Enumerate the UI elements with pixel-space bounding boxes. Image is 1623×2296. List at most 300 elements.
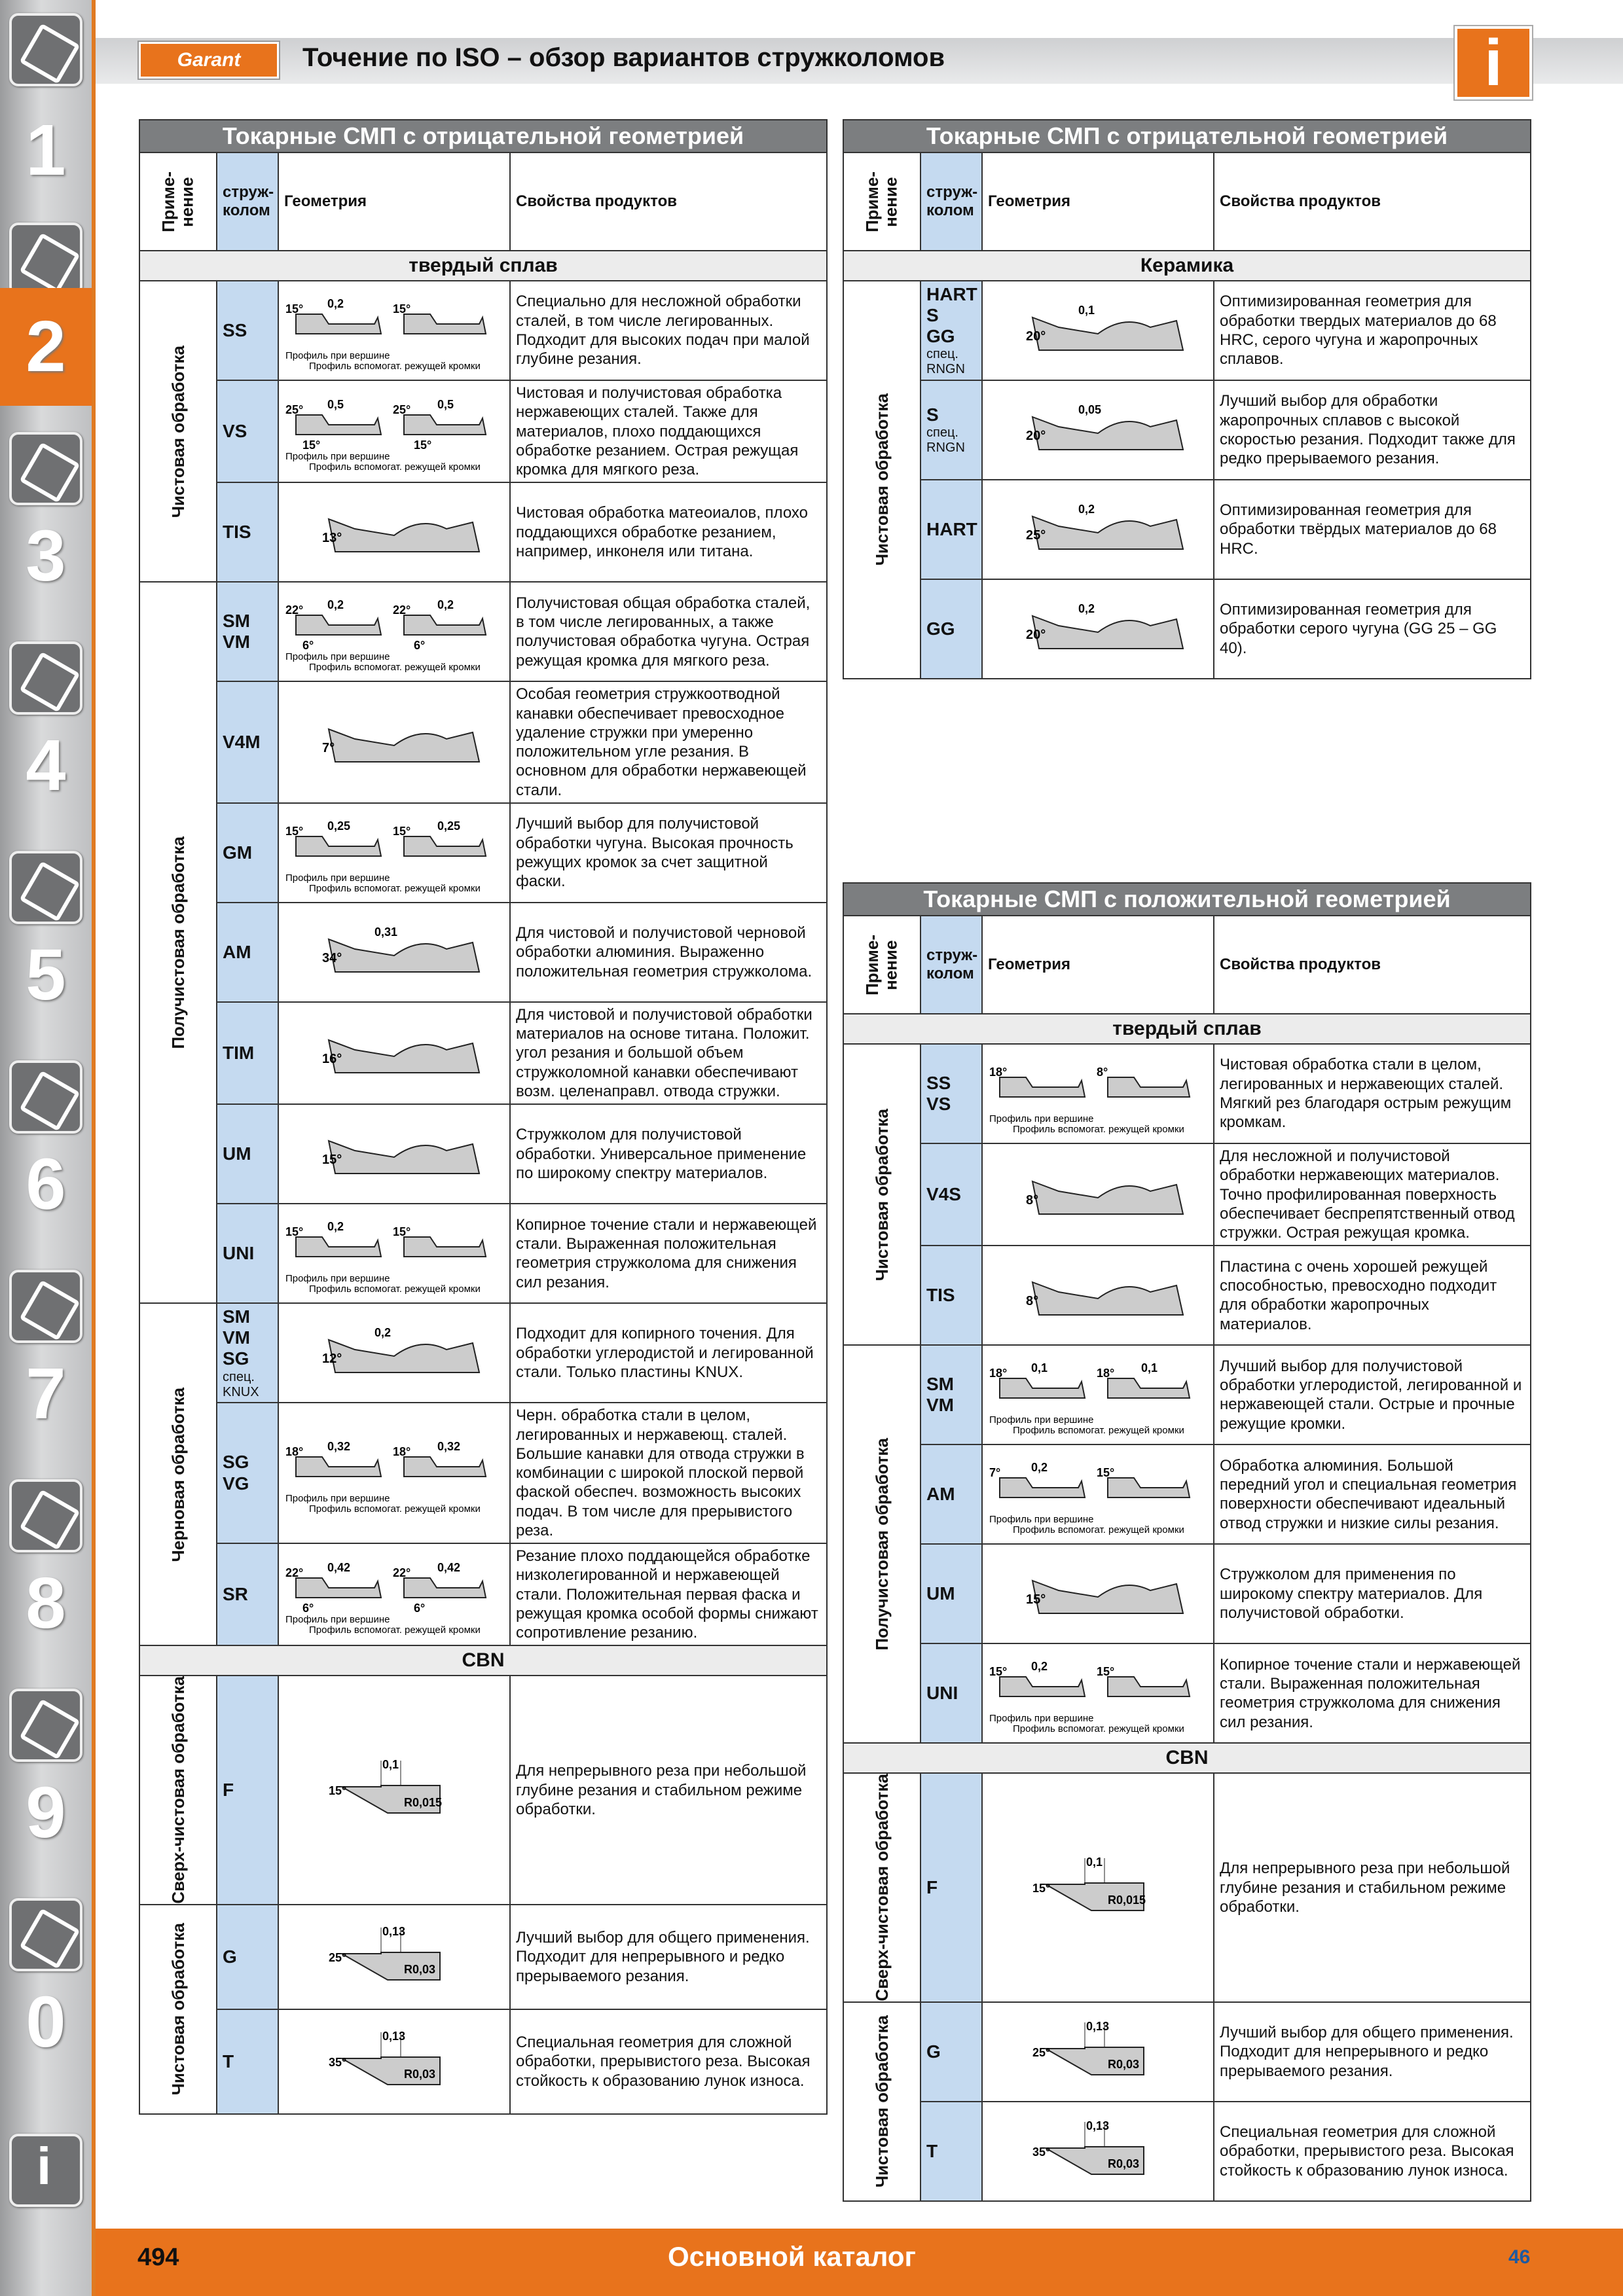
geometry-cell — [982, 1444, 1214, 1544]
table-positive-carbide-cbn — [843, 882, 1531, 2202]
chapter-7-icon[interactable] — [9, 1270, 82, 1343]
geometry-label: 6° — [414, 1602, 426, 1615]
geometry-label: 18° — [989, 1367, 1008, 1380]
application-group: Чистовая обработка — [843, 281, 921, 679]
chipbreaker-code: UM — [921, 1544, 982, 1643]
chipbreaker-geometry — [282, 288, 507, 373]
table-negative-carbide-cbn — [139, 119, 828, 2115]
table-row — [843, 480, 1531, 579]
application-group: Чистовая обработка — [139, 1905, 217, 2114]
chipbreaker-code: SM VM — [921, 1345, 982, 1444]
table-row — [139, 1303, 827, 1403]
geometry-label: 0,2 — [1078, 602, 1095, 615]
geometry-label: R0,015 — [404, 1796, 443, 1810]
header-application: Приме- нение — [139, 152, 217, 251]
geometry-label: 0,42 — [327, 1561, 351, 1575]
chipbreaker-geometry — [985, 1452, 1211, 1537]
geometry-label: 0,2 — [1031, 1461, 1048, 1475]
chipbreaker-geometry — [282, 2019, 507, 2104]
geometry-label: 0,1 — [1031, 1361, 1048, 1375]
chapter-tab-6[interactable]: 6 — [26, 1144, 66, 1225]
chapter-tab-0[interactable]: 0 — [26, 1982, 66, 2062]
chipbreaker-geometry — [282, 1552, 507, 1637]
chapter-0-icon[interactable] — [9, 1898, 82, 1971]
chapter-tab-3[interactable]: 3 — [26, 516, 66, 596]
table-header-row — [139, 152, 827, 251]
geometry-cell — [982, 281, 1214, 380]
table-header-row — [843, 152, 1531, 251]
application-group: Сверх-чистовая обработка — [139, 1676, 217, 1905]
table-row — [843, 2002, 1531, 2102]
profile-aux-label: Профиль вспомогат. режущей кромки — [1013, 1524, 1184, 1536]
table-row — [139, 380, 827, 482]
geometry-label: 0,2 — [374, 1326, 392, 1340]
chapter-tab-5[interactable]: 5 — [26, 935, 66, 1015]
chipbreaker-code: G — [921, 2002, 982, 2102]
product-properties: Чистовая обработка матеоиалов, плохо поддающихся обработке резанием, например, инконеля или титана. — [510, 482, 827, 582]
geometry-cell — [982, 1544, 1214, 1643]
chapter-tab-1[interactable]: 1 — [26, 110, 66, 190]
geometry-cell — [982, 2102, 1214, 2201]
table-row — [139, 281, 827, 380]
table-row — [843, 1444, 1531, 1544]
header-chipbreaker: струж- колом — [921, 152, 982, 251]
product-properties: Для чистовой и получистовой обработки материалов на основе титана. Положит. угол резания и большой объем стружколомной канавки обеспечивают возм. целенаправл. отвода стружки. — [510, 1002, 827, 1104]
table-row — [843, 1345, 1531, 1444]
geometry-label: 25° — [1032, 2045, 1051, 2059]
chapter-info-label: i — [37, 2137, 52, 2195]
geometry-label: 16° — [322, 1052, 342, 1067]
section-label: твердый сплав — [139, 251, 827, 281]
geometry-cell — [982, 1773, 1214, 2002]
geometry-cell — [278, 1303, 510, 1403]
section-row — [843, 251, 1531, 281]
profile-tip-label: Профиль при вершине — [989, 1514, 1094, 1526]
profile-aux-label: Профиль вспомогат. режущей кромки — [309, 662, 481, 673]
table-title: Токарные СМП с отрицательной геометрией — [843, 120, 1531, 152]
product-properties: Пластина с очень хорошей режущей способностью, превосходно подходит для обработки жаропрочных материалов. — [1214, 1246, 1531, 1345]
profile-tip-label: Профиль при вершине — [989, 1414, 1094, 1426]
chipbreaker-code: UNI — [217, 1204, 278, 1303]
chipbreaker-code: TIS — [217, 482, 278, 582]
geometry-label: 22° — [393, 1566, 411, 1580]
chapter-4-icon[interactable] — [9, 641, 82, 715]
geometry-label: 6° — [302, 1602, 314, 1615]
table-negative-ceramic — [843, 119, 1531, 679]
chipbreaker-code: UNI — [921, 1643, 982, 1743]
product-properties: Для несложной и получистовой обработки нержавеющих материалов. Точно профилированная поверхность обеспечивает беспрепятственный отвод стружки. Острая режущая кромка. — [1214, 1143, 1531, 1246]
product-properties: Для непрерывного реза при небольшой глубине резания и стабильном режиме обработки. — [1214, 1773, 1531, 2002]
geometry-cell — [278, 1403, 510, 1543]
chapter-2-icon[interactable] — [9, 223, 82, 296]
geometry-label: R0,03 — [404, 1963, 436, 1977]
page-title: Точение по ISO – обзор вариантов стружколомов — [302, 43, 945, 72]
application-group: Чистовая обработка — [139, 281, 217, 582]
product-properties: Лучший выбор для получистовой обработки чугуна. Высокая прочность режущих кромок за счет защитной фаски. — [510, 803, 827, 903]
geometry-cell — [278, 380, 510, 482]
geometry-label: 0,2 — [327, 297, 344, 310]
chipbreaker-code: T — [217, 2009, 278, 2114]
chipbreaker-code: UM — [217, 1104, 278, 1204]
chapter-tab-7[interactable]: 7 — [26, 1354, 66, 1434]
table-row — [139, 1002, 827, 1104]
profile-tip-label: Профиль при вершине — [285, 451, 390, 463]
geometry-label: 0,13 — [382, 1925, 406, 1939]
product-properties: Получистовая общая обработка сталей, в том числе легированных, а также получистовая обработка чугуна. Острая режущая кромка для мягкого реза. — [510, 582, 827, 681]
profile-aux-label: Профиль вспомогат. режущей кромки — [309, 1624, 481, 1636]
geometry-label: 0,5 — [327, 398, 344, 412]
geometry-label: 0,2 — [327, 1220, 344, 1234]
geometry-label: R0,015 — [1108, 1893, 1146, 1907]
table-row — [843, 1044, 1531, 1143]
geometry-label: 25° — [285, 403, 304, 417]
geometry-cell — [982, 1246, 1214, 1345]
chipbreaker-code: HART — [921, 480, 982, 579]
chipbreaker-code: T — [921, 2102, 982, 2201]
chipbreaker-geometry — [985, 487, 1211, 572]
table-row — [843, 2102, 1531, 2201]
geometry-label: 0,05 — [1078, 403, 1102, 416]
geometry-label: 0,25 — [437, 819, 461, 833]
geometry-label: 15° — [1097, 1665, 1115, 1679]
geometry-label: 15° — [989, 1665, 1008, 1679]
geometry-label: 35° — [329, 2056, 347, 2070]
chapter-info-icon[interactable] — [9, 2134, 82, 2207]
table-title-row — [843, 883, 1531, 916]
table-row — [843, 1544, 1531, 1643]
profile-aux-label: Профиль вспомогат. режущей кромки — [309, 882, 481, 894]
application-group: Чистовая обработка — [843, 2002, 921, 2201]
chipbreaker-code: V4M — [217, 681, 278, 803]
table-row — [843, 281, 1531, 380]
table-row — [843, 1143, 1531, 1246]
table-row — [139, 482, 827, 582]
chapter-tab-9[interactable]: 9 — [26, 1772, 66, 1853]
geometry-label: 15° — [285, 302, 304, 315]
product-properties: Лучший выбор для общего применения. Подходит для непрерывного и редко прерываемого резания. — [510, 1905, 827, 2009]
product-properties: Обработка алюминия. Большой передний угол и специальная геометрия поверхности обеспечивают идеальный отвод стружки и низкие силы резания. — [1214, 1444, 1531, 1544]
geometry-label: 15° — [1097, 1466, 1115, 1480]
chipbreaker-geometry — [985, 288, 1211, 373]
geometry-cell — [278, 803, 510, 903]
chipbreaker-geometry — [282, 1748, 507, 1833]
geometry-label: 15° — [322, 1153, 342, 1168]
section-number: 46 — [1508, 2246, 1531, 2268]
chapter-tab-4[interactable]: 4 — [26, 725, 66, 806]
application-group: Сверх-чистовая обработка — [843, 1773, 921, 2002]
geometry-label: 15° — [393, 824, 411, 838]
geometry-label: 8° — [1026, 1193, 1039, 1208]
geometry-label: 25° — [1026, 528, 1046, 543]
geometry-label: 15° — [1026, 1592, 1046, 1607]
geometry-label: 0,42 — [437, 1561, 461, 1575]
profile-aux-label: Профиль вспомогат. режущей кромки — [309, 461, 481, 473]
table-row — [139, 1543, 827, 1645]
chipbreaker-code: S спец. RNGN — [921, 380, 982, 480]
geometry-cell — [278, 482, 510, 582]
chipbreaker-geometry — [985, 2009, 1211, 2094]
geometry-label: 18° — [393, 1444, 411, 1458]
profile-tip-label: Профиль при вершине — [285, 1492, 390, 1504]
geometry-label: 0,13 — [1086, 2119, 1110, 2132]
chipbreaker-geometry — [282, 490, 507, 575]
profile-tip-label: Профиль при вершине — [989, 1113, 1094, 1124]
geometry-label: 25° — [393, 403, 411, 417]
geometry-label: 0,25 — [327, 819, 351, 833]
geometry-cell — [278, 681, 510, 803]
chipbreaker-code: AM — [921, 1444, 982, 1544]
chipbreaker-code: F — [217, 1676, 278, 1905]
geometry-label: 0,1 — [1078, 304, 1095, 317]
chipbreaker-code: G — [217, 1905, 278, 2009]
sidebar-divider — [92, 0, 96, 2296]
geometry-label: 0,31 — [374, 925, 398, 939]
geometry-label: 13° — [322, 531, 342, 546]
section-row — [843, 1014, 1531, 1044]
table-row — [139, 1204, 827, 1303]
geometry-cell — [278, 1905, 510, 2009]
chipbreaker-code: V4S — [921, 1143, 982, 1246]
geometry-cell — [278, 1543, 510, 1645]
chapter-6-icon[interactable] — [9, 1060, 82, 1134]
product-properties: Оптимизированная геометрия для обработки твёрдых материалов до 68 HRC. — [1214, 480, 1531, 579]
header-chipbreaker: струж- колом — [217, 152, 278, 251]
chipbreaker-geometry — [282, 389, 507, 474]
profile-tip-label: Профиль при вершине — [285, 1273, 390, 1285]
header-properties: Свойства продуктов — [1214, 916, 1531, 1014]
geometry-label: 22° — [393, 603, 411, 617]
chipbreaker-geometry — [985, 1352, 1211, 1437]
geometry-label: 18° — [989, 1066, 1008, 1079]
geometry-cell — [982, 1044, 1214, 1143]
profile-tip-label: Профиль при вершине — [989, 1713, 1094, 1725]
chipbreaker-geometry — [985, 1051, 1211, 1136]
geometry-cell — [278, 1104, 510, 1204]
section-label: Керамика — [843, 251, 1531, 281]
geometry-label: 0,2 — [1078, 503, 1095, 516]
profile-tip-label: Профиль при вершине — [285, 872, 390, 884]
chipbreaker-geometry — [985, 2109, 1211, 2194]
product-properties: Оптимизированная геометрия для обработки твердых материалов до 68 HRC, серого чугуна и жаропрочных сплавов. — [1214, 281, 1531, 380]
chipbreaker-code: VS — [217, 380, 278, 482]
chipbreaker-code: SR — [217, 1543, 278, 1645]
info-icon[interactable]: i — [1455, 26, 1532, 99]
profile-aux-label: Профиль вспомогат. режущей кромки — [309, 361, 481, 372]
geometry-label: 0,1 — [1141, 1361, 1158, 1375]
application-group: Чистовая обработка — [843, 1044, 921, 1345]
chipbreaker-geometry — [985, 1152, 1211, 1237]
chipbreaker-code: AM — [217, 903, 278, 1002]
geometry-cell — [278, 1204, 510, 1303]
geometry-label: 6° — [302, 639, 314, 653]
geometry-label: 15° — [1032, 1882, 1051, 1895]
geometry-label: 35° — [1032, 2145, 1051, 2159]
chipbreaker-code: SM VM — [217, 582, 278, 681]
profile-aux-label: Профиль вспомогат. режущей кромки — [309, 1283, 481, 1295]
product-properties: Лучший выбор для получистовой обработки углеродистой, легированной и нержавеющей стали. Острые и прочные режущие кромки. — [1214, 1345, 1531, 1444]
geometry-cell — [278, 1002, 510, 1104]
table-row — [139, 681, 827, 803]
chipbreaker-geometry — [282, 700, 507, 785]
geometry-cell — [982, 480, 1214, 579]
chipbreaker-code: SM VM SG спец. KNUX — [217, 1303, 278, 1403]
geometry-label: 15° — [393, 302, 411, 315]
product-properties: Чистовая и получистовая обработка нержавеющих сталей. Также для материалов, плохо поддающихся обработке резанием. Острая режущая кромка для мягкого реза. — [510, 380, 827, 482]
profile-aux-label: Профиль вспомогат. режущей кромки — [1013, 1723, 1184, 1735]
table-title: Токарные СМП с отрицательной геометрией — [139, 120, 827, 152]
product-properties: Лучший выбор для общего применения. Подходит для непрерывного и редко прерываемого резания. — [1214, 2002, 1531, 2102]
product-properties: Резание плохо поддающейся обработке низколегированной и нержавеющей стали. Положительная первая фаска и режущая кромка особой формы снижают сопротивление резанию. — [510, 1543, 827, 1645]
chapter-5-icon[interactable] — [9, 851, 82, 924]
geometry-label: 0,1 — [382, 1758, 399, 1772]
table-row — [843, 1643, 1531, 1743]
header-properties: Свойства продуктов — [510, 152, 827, 251]
table-row — [843, 1773, 1531, 2002]
chipbreaker-code: SS VS — [921, 1044, 982, 1143]
table-row — [843, 1246, 1531, 1345]
geometry-label: R0,03 — [1108, 2057, 1140, 2071]
product-properties: Лучший выбор для обработки жаропрочных сплавов с высокой скоростью резания. Подходит также для редко прерываемого резания. — [1214, 380, 1531, 480]
geometry-cell — [278, 903, 510, 1002]
table-row — [139, 2009, 827, 2114]
chipbreaker-code: SS — [217, 281, 278, 380]
geometry-label: 25° — [329, 1951, 347, 1965]
garant-logo: Garant — [139, 42, 279, 79]
table-row — [139, 1403, 827, 1543]
geometry-label: R0,03 — [1108, 2157, 1140, 2170]
table-title-row — [139, 120, 827, 152]
chipbreaker-geometry — [282, 910, 507, 995]
geometry-label: 0,2 — [1031, 1660, 1048, 1674]
profile-tip-label: Профиль при вершине — [285, 350, 390, 361]
profile-aux-label: Профиль вспомогат. режущей кромки — [309, 1503, 481, 1515]
chapter-tab-2[interactable]: 2 — [0, 288, 92, 406]
product-properties: Подходит для копирного точения. Для обработки углеродистой и легированной стали. Только пластины KNUX. — [510, 1303, 827, 1403]
table-row — [139, 903, 827, 1002]
chipbreaker-geometry — [985, 586, 1211, 672]
geometry-label: 15° — [285, 1225, 304, 1239]
header-properties: Свойства продуктов — [1214, 152, 1531, 251]
geometry-cell — [278, 281, 510, 380]
geometry-label: 18° — [1097, 1367, 1115, 1380]
chipbreaker-code: F — [921, 1773, 982, 2002]
geometry-label: 0,13 — [1086, 2019, 1110, 2033]
header-chipbreaker: струж- колом — [921, 916, 982, 1014]
catalog-name: Основной каталог — [668, 2241, 916, 2272]
chapter-3-icon[interactable] — [9, 432, 82, 505]
geometry-label: 34° — [322, 950, 342, 965]
geometry-label: 22° — [285, 1566, 304, 1580]
chipbreaker-geometry — [985, 1845, 1211, 1930]
table-title: Токарные СМП с положительной геометрией — [843, 883, 1531, 916]
geometry-label: 20° — [1026, 429, 1046, 443]
chapter-tab-8[interactable]: 8 — [26, 1563, 66, 1643]
section-row — [139, 1645, 827, 1676]
section-row — [843, 1743, 1531, 1773]
geometry-label: 7° — [322, 741, 335, 756]
geometry-label: 22° — [285, 603, 304, 617]
chipbreaker-geometry — [985, 387, 1211, 473]
chipbreaker-geometry — [282, 1011, 507, 1096]
geometry-label: 0,5 — [437, 398, 454, 412]
application-group: Получистовая обработка — [139, 582, 217, 1303]
geometry-label: 0,13 — [382, 2030, 406, 2043]
chapter-1-icon[interactable] — [9, 13, 82, 86]
product-properties: Специальная геометрия для сложной обработки, прерывистого реза. Высокая стойкость к образованию лунок износа. — [1214, 2102, 1531, 2201]
chipbreaker-geometry — [282, 1211, 507, 1296]
section-label: твердый сплав — [843, 1014, 1531, 1044]
header-geometry: Геометрия — [278, 152, 510, 251]
page-number: 494 — [137, 2244, 179, 2271]
geometry-label: 15° — [285, 824, 304, 838]
table-row — [139, 1104, 827, 1204]
geometry-label: 0,32 — [437, 1439, 461, 1453]
geometry-cell — [278, 582, 510, 681]
product-properties: Копирное точение стали и нержавеющей стали. Выраженная положительная геометрия стружколома для снижения сил резания. — [510, 1204, 827, 1303]
table-row — [139, 803, 827, 903]
profile-tip-label: Профиль при вершине — [285, 651, 390, 663]
chapter-8-icon[interactable] — [9, 1479, 82, 1552]
chapter-9-icon[interactable] — [9, 1689, 82, 1762]
product-properties: Стружколом для применения по широкому спектру материалов. Для получистовой обработки. — [1214, 1544, 1531, 1643]
geometry-cell — [982, 1643, 1214, 1743]
header-geometry: Геометрия — [982, 916, 1214, 1014]
chipbreaker-code: GM — [217, 803, 278, 903]
chipbreaker-code: TIM — [217, 1002, 278, 1104]
product-properties: Чистовая обработка стали в целом, легированных и нержавеющих сталей. Мягкий рез благодаря острым режущим кромкам. — [1214, 1044, 1531, 1143]
table-row — [843, 579, 1531, 679]
table-row — [843, 380, 1531, 480]
geometry-label: 8° — [1097, 1066, 1108, 1079]
chipbreaker-geometry — [985, 1651, 1211, 1736]
geometry-cell — [982, 1143, 1214, 1246]
chipbreaker-geometry — [282, 1310, 507, 1395]
profile-aux-label: Профиль вспомогат. режущей кромки — [1013, 1124, 1184, 1135]
application-group: Черновая обработка — [139, 1303, 217, 1645]
geometry-cell — [982, 2002, 1214, 2102]
geometry-label: 20° — [1026, 628, 1046, 642]
geometry-label: 15° — [329, 1784, 347, 1798]
geometry-label: R0,03 — [404, 2068, 436, 2081]
table-row — [139, 1905, 827, 2009]
chipbreaker-code: GG — [921, 579, 982, 679]
geometry-label: 6° — [414, 639, 426, 653]
geometry-label: 8° — [1026, 1294, 1039, 1309]
chipbreaker-geometry — [282, 810, 507, 895]
product-properties: Оптимизированная геометрия для обработки серого чугуна (GG 25 – GG 40). — [1214, 579, 1531, 679]
table-row — [139, 1676, 827, 1905]
geometry-label: 12° — [322, 1352, 342, 1367]
profile-aux-label: Профиль вспомогат. режущей кромки — [1013, 1425, 1184, 1437]
chipbreaker-geometry — [985, 1551, 1211, 1636]
product-properties: Копирное точение стали и нержавеющей стали. Выраженная положительная геометрия стружколома для снижения сил резания. — [1214, 1643, 1531, 1743]
geometry-label: 0,2 — [327, 598, 344, 612]
geometry-label: 20° — [1026, 329, 1046, 344]
section-row — [139, 251, 827, 281]
chipbreaker-geometry — [282, 1914, 507, 2000]
table-header-row — [843, 916, 1531, 1014]
header-application: Приме- нение — [843, 152, 921, 251]
geometry-cell — [982, 380, 1214, 480]
geometry-label: 15° — [393, 1225, 411, 1239]
geometry-cell — [278, 2009, 510, 2114]
geometry-cell — [982, 1345, 1214, 1444]
chipbreaker-code: TIS — [921, 1246, 982, 1345]
product-properties: Для непрерывного реза при небольшой глубине резания и стабильном режиме обработки. — [510, 1676, 827, 1905]
geometry-label: 15° — [302, 439, 321, 452]
product-properties: Для чистовой и получистовой черновой обработки алюминия. Выраженно положительная геометрия стружколома. — [510, 903, 827, 1002]
product-properties: Особая геометрия стружкоотводной канавки обеспечивает превосходное удаление стружки при умеренно положительном угле резания. В основном для обработки нержавеющей стали. — [510, 681, 827, 803]
